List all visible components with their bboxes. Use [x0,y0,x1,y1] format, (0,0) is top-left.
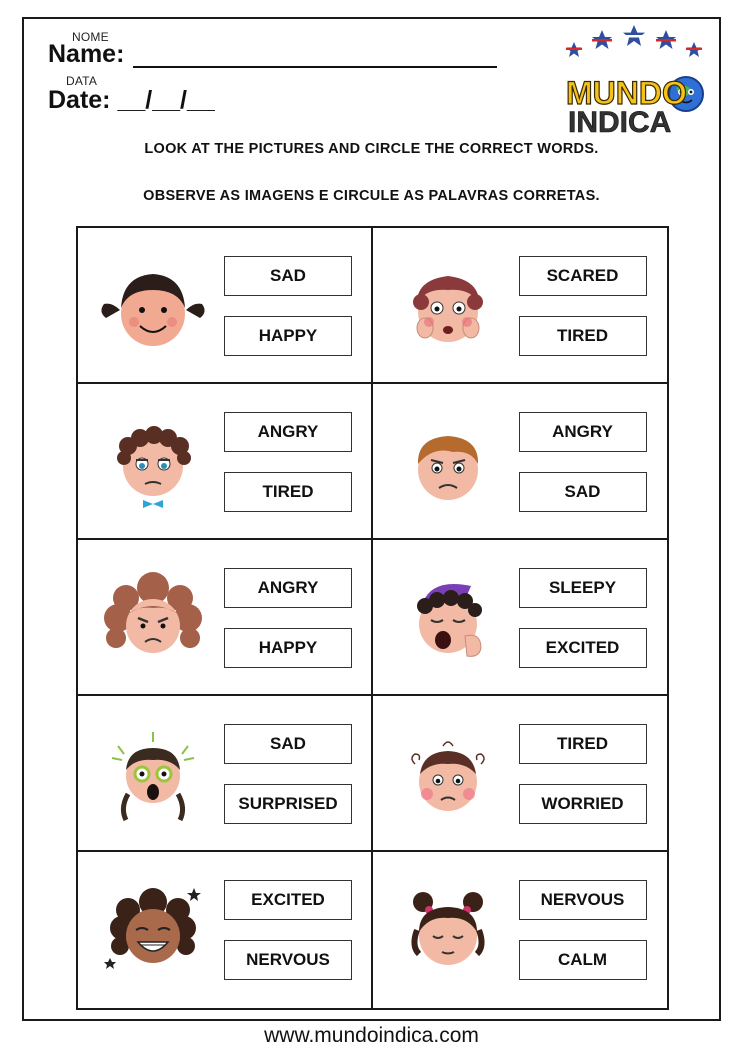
word-option-2b[interactable]: TIRED [519,316,647,356]
name-label: Name: [48,40,125,68]
worried-face-icon [393,724,503,824]
word-option-9b[interactable]: NERVOUS [224,940,352,980]
calm-girl-face-icon [393,880,503,980]
exercise-cell-4 [373,384,668,540]
word-option-6b[interactable]: EXCITED [519,628,647,668]
word-option-1b[interactable]: HAPPY [224,316,352,356]
date-small-label: DATA [66,74,98,88]
exercise-cell-6 [373,540,668,696]
exercise-grid [76,226,669,1010]
word-option-2a[interactable]: SCARED [519,256,647,296]
word-option-10b[interactable]: CALM [519,940,647,980]
footer-url[interactable]: www.mundoindica.com [264,1024,479,1047]
word-option-3b[interactable]: TIRED [224,472,352,512]
word-option-8b[interactable]: WORRIED [519,784,647,824]
word-option-7b[interactable]: SURPRISED [224,784,352,824]
word-option-5b[interactable]: HAPPY [224,628,352,668]
exercise-cell-5 [78,540,373,696]
excited-grin-face-icon [98,880,208,980]
logo-text-indica: INDICA [568,106,672,138]
word-option-7a[interactable]: SAD [224,724,352,764]
surprised-girl-face-icon [98,724,208,824]
word-option-4b[interactable]: SAD [519,472,647,512]
instruction-english: LOOK AT THE PICTURES AND CIRCLE THE CORRECT WORDS. [144,141,599,157]
exercise-cell-8 [373,696,668,852]
name-write-line[interactable] [133,66,497,68]
exercise-cell-9 [78,852,373,1008]
date-label[interactable]: Date: __/__/__ [48,86,215,114]
stars-row-icon [566,25,702,57]
exercise-cell-1 [78,228,373,384]
exercise-cell-3 [78,384,373,540]
logo-text-mundo: MUNDO [566,75,687,111]
word-option-3a[interactable]: ANGRY [224,412,352,452]
word-option-1a[interactable]: SAD [224,256,352,296]
sleepy-yawn-face-icon [393,568,503,668]
word-option-6a[interactable]: SLEEPY [519,568,647,608]
sad-boy-face-icon [393,412,503,512]
happy-girl-face-icon [98,256,208,356]
exercise-cell-2 [373,228,668,384]
exercise-cell-10 [373,852,668,1008]
word-option-8a[interactable]: TIRED [519,724,647,764]
exercise-cell-7 [78,696,373,852]
word-option-9a[interactable]: EXCITED [224,880,352,920]
instruction-portuguese: OBSERVE AS IMAGENS E CIRCULE AS PALAVRAS CORRETAS. [143,188,600,204]
scared-face-icon [393,256,503,356]
tired-boy-face-icon [98,412,208,512]
word-option-4a[interactable]: ANGRY [519,412,647,452]
mundo-indica-logo [560,22,720,138]
angry-girl-face-icon [98,568,208,668]
word-option-5a[interactable]: ANGRY [224,568,352,608]
word-option-10a[interactable]: NERVOUS [519,880,647,920]
name-small-label: NOME [72,30,109,44]
